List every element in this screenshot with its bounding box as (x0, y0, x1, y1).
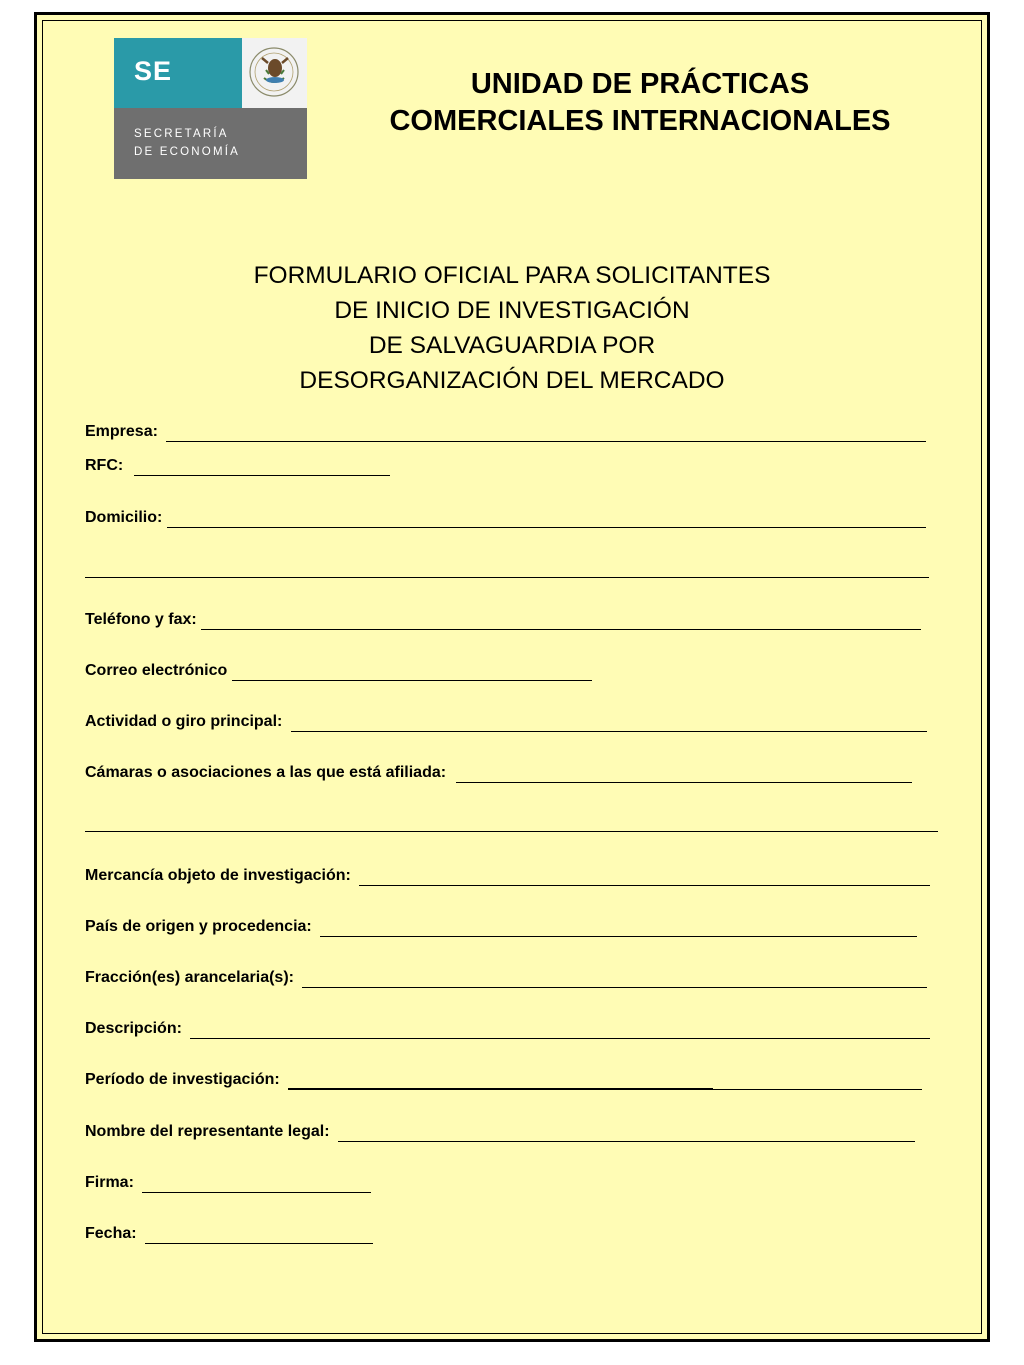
actividad-field (85, 712, 927, 732)
correo-field (85, 661, 592, 681)
fecha-input-line[interactable] (145, 1228, 373, 1244)
domicilio-input-line[interactable] (167, 512, 926, 528)
domicilio-field (85, 508, 926, 528)
empresa-field (85, 422, 926, 442)
form-title-line-3: DE SALVAGUARDIA POR (368, 332, 656, 359)
mercancia-field (85, 866, 930, 886)
mercancia-label: Mercancía objeto de investigación: (85, 867, 351, 884)
form-title-line-2: DE INICIO DE INVESTIGACIÓN (334, 297, 690, 324)
camaras-label: Cámaras o asociaciones a las que está afiliada: (85, 764, 447, 781)
representante-input-line[interactable] (338, 1126, 915, 1142)
periodo-input-line-end[interactable] (713, 1074, 922, 1090)
firma-label: Firma: (85, 1174, 134, 1191)
logo-se-block (114, 38, 242, 108)
empresa-input-line[interactable] (166, 426, 926, 442)
domicilio-continuation-line[interactable] (85, 576, 929, 578)
descripcion-input-line[interactable] (190, 1023, 930, 1039)
periodo-field (85, 1070, 922, 1090)
coat-of-arms-icon (242, 38, 307, 108)
periodo-input-line-start[interactable] (288, 1073, 713, 1090)
telefono-label: Teléfono y fax: (85, 611, 197, 628)
header-title-line-1: UNIDAD DE PRÁCTICAS (470, 68, 810, 100)
fraccion-input-line[interactable] (302, 972, 927, 988)
pais-field (85, 917, 917, 937)
camaras-field (85, 763, 912, 783)
firma-field (85, 1173, 371, 1193)
descripcion-label: Descripción: (85, 1020, 182, 1037)
header-title-line-2: COMERCIALES INTERNACIONALES (389, 105, 891, 137)
periodo-label: Período de investigación: (85, 1071, 280, 1088)
form-title-line-4: DESORGANIZACIÓN DEL MERCADO (299, 367, 725, 394)
pais-input-line[interactable] (320, 921, 917, 937)
representante-label: Nombre del representante legal: (85, 1123, 330, 1140)
logo-line-2: DE ECONOMÍA (134, 146, 240, 158)
fraccion-field (85, 968, 927, 988)
logo-line-1: SECRETARÍA (134, 128, 229, 140)
fecha-field (85, 1224, 373, 1244)
rfc-label: RFC: (85, 457, 124, 474)
form-title-line-1: FORMULARIO OFICIAL PARA SOLICITANTES (253, 262, 771, 289)
mercancia-input-line[interactable] (359, 870, 930, 886)
domicilio-label: Domicilio: (85, 509, 163, 526)
secretaria-economia-logo (114, 38, 307, 179)
actividad-input-line[interactable] (291, 716, 927, 732)
empresa-label: Empresa: (85, 423, 158, 440)
pais-label: País de origen y procedencia: (85, 918, 312, 935)
descripcion-field (85, 1019, 930, 1039)
rfc-field (85, 456, 390, 476)
correo-input-line[interactable] (232, 665, 592, 681)
correo-label: Correo electrónico (85, 662, 228, 679)
logo-grey-block (114, 108, 307, 179)
representante-field (85, 1122, 915, 1142)
firma-input-line[interactable] (142, 1177, 371, 1193)
logo-abbr: SE (134, 56, 173, 86)
telefono-field (85, 610, 921, 630)
actividad-label: Actividad o giro principal: (85, 713, 283, 730)
rfc-input-line[interactable] (134, 460, 390, 476)
camaras-continuation-line[interactable] (85, 830, 938, 832)
camaras-input-line[interactable] (456, 767, 912, 783)
fecha-label: Fecha: (85, 1225, 137, 1242)
telefono-input-line[interactable] (201, 614, 921, 630)
fraccion-label: Fracción(es) arancelaria(s): (85, 969, 294, 986)
